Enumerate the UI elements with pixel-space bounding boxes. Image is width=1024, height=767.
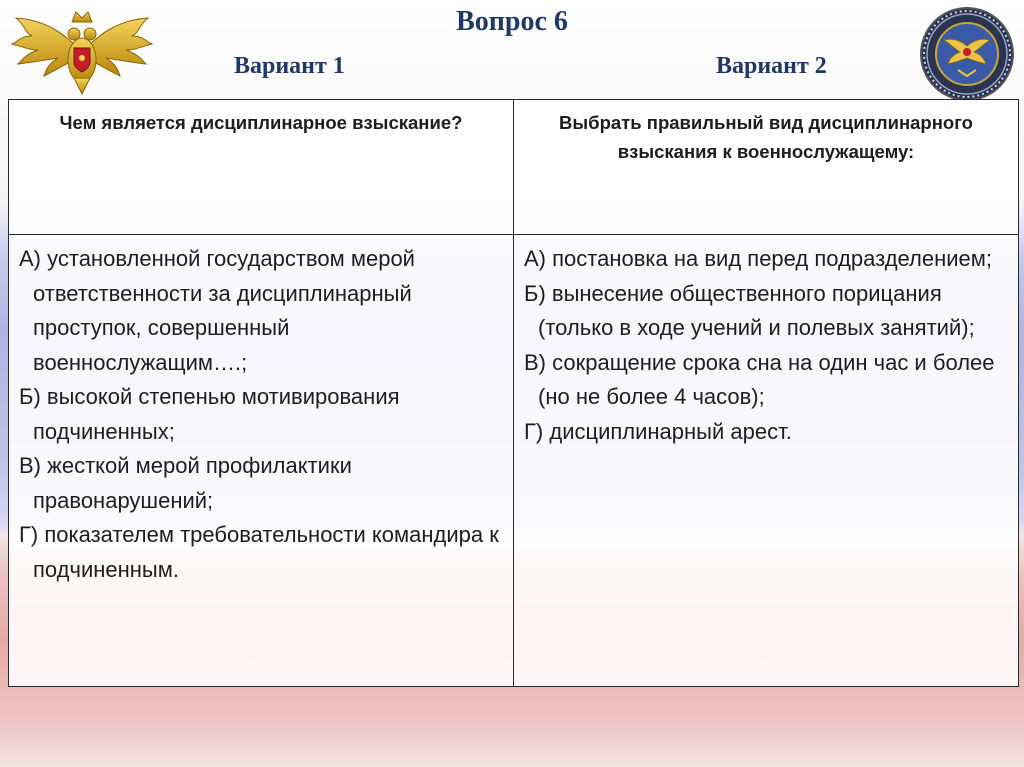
variant-2-option-c: В) сокращение срока сна на один час и более (но не более 4 часов);	[524, 349, 995, 409]
eagle-emblem-icon	[8, 4, 156, 96]
slide-title: Вопрос 6	[456, 6, 568, 37]
questions-row	[9, 100, 1019, 235]
variant-1-label: Вариант 1	[234, 53, 345, 79]
variant-1-option-c: В) жесткой мерой профилактики правонарушений;	[19, 453, 352, 513]
variant-2-label: Вариант 2	[716, 53, 827, 79]
variant-1-options	[9, 235, 514, 687]
questions-table	[8, 99, 1019, 687]
university-seal-icon	[918, 6, 1016, 102]
variant-1-option-a: А) установленной государством мерой ответственности за дисциплинарный проступок, совершенный военнослужащим….;	[19, 246, 415, 375]
variant-2-options	[514, 235, 1019, 687]
answers-row	[9, 235, 1019, 687]
variant-2-option-d: Г) дисциплинарный арест.	[524, 418, 792, 444]
variant-1-question: Чем является дисциплинарное взыскание?	[9, 100, 514, 235]
variant-1-option-d: Г) показателем требовательности командира к подчиненным.	[19, 522, 499, 582]
variant-2-option-a: А) постановка на вид перед подразделением;	[524, 246, 993, 271]
variant-1-option-b: Б) высокой степенью мотивирования подчиненных;	[19, 384, 400, 444]
variant-2-question: Выбрать правильный вид дисциплинарного взыскания к военнослужащему:	[514, 100, 1019, 235]
variant-2-option-b: Б) вынесение общественного порицания (только в ходе учений и полевых занятий);	[524, 280, 975, 340]
